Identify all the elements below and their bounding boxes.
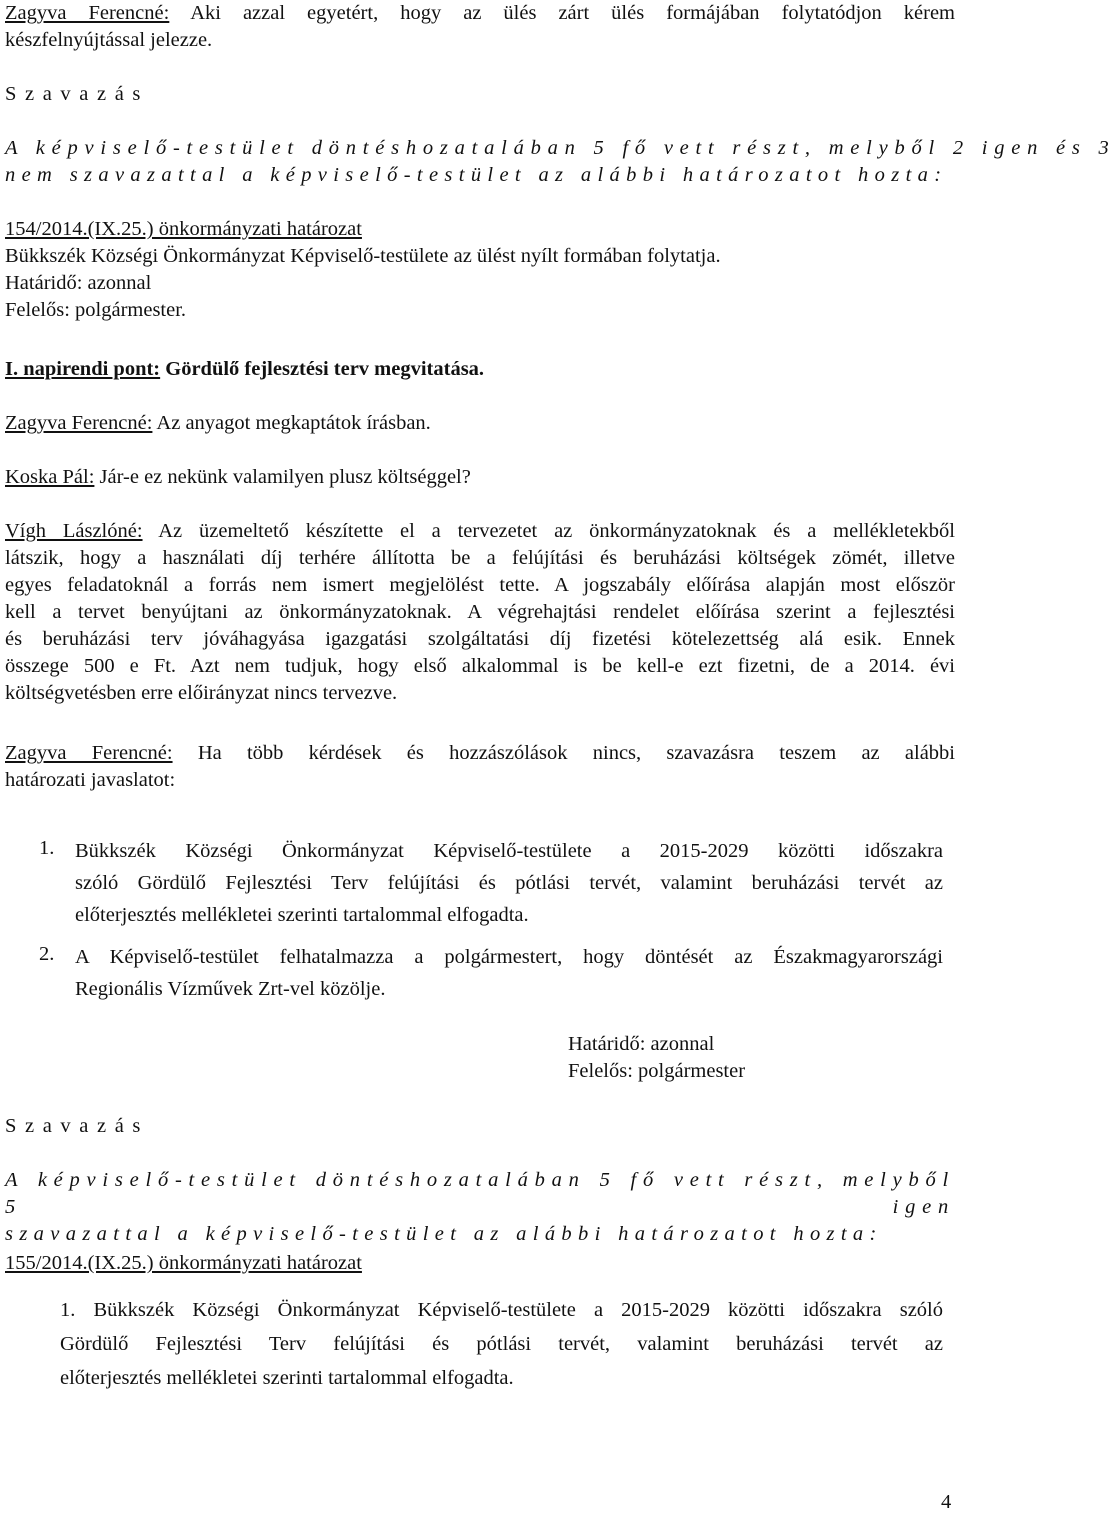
vote-heading: Szavazás xyxy=(5,83,150,105)
speaker-name: Zagyva Ferencné: xyxy=(5,412,153,434)
paragraph-question xyxy=(5,464,955,491)
paragraph-text: összege 500 e Ft. Azt nem tudjuk, hogy első alkalommal is be kell-e ezt fizetni, de a 2014. évi xyxy=(5,655,955,677)
speaker-name: Koska Pál: xyxy=(5,466,95,488)
paragraph-text: egyes feladatoknál a forrás nem ismert megjelölést tette. A jogszabály előírása alapján most először xyxy=(5,574,955,596)
agenda-item xyxy=(5,356,955,383)
list-item-text: szóló Gördülő Fejlesztési Terv felújítási és pótlási tervét, valamint beruházási tervét az xyxy=(75,872,943,894)
proposal-deadline-block xyxy=(568,1031,745,1085)
page-number: 4 xyxy=(941,1491,952,1513)
speaker-name: Zagyva Ferencné: xyxy=(5,2,170,24)
paragraph-text: látszik, hogy a használati díj terhére állította be a felújítási és beruházási költségek zömét, illetve xyxy=(5,547,955,569)
paragraph-text: Az üzemeltető készítette el a tervezetet az önkormányzatoknak és a mellékletekből xyxy=(158,520,955,542)
list-item-text: A Képviselő-testület felhatalmazza a polgármestert, hogy döntését az Északmagyarországi xyxy=(75,946,943,968)
speaker-name: Vígh Lászlóné: xyxy=(5,520,143,542)
agenda-title: Gördülő fejlesztési terv megvitatása. xyxy=(165,358,485,380)
list-item-number: 2. xyxy=(39,943,55,965)
list-item-text: előterjesztés mellékletei szerinti tartalommal elfogadta. xyxy=(75,904,529,926)
resolution-text: 1. Bükkszék Községi Önkormányzat Képviselő-testülete a 2015-2029 közötti időszakra szóló xyxy=(60,1299,943,1321)
paragraph-statement xyxy=(5,410,955,437)
paragraph-text: és beruházási terv jóváhagyása igazgatási szolgáltatási díj fizetési kötelezettség alá esik. Ennek xyxy=(5,628,955,650)
resolution-text: Gördülő Fejlesztési Terv felújítási és pótlási tervét, valamint beruházási tervét az xyxy=(60,1333,943,1355)
resolution-title: 154/2014.(IX.25.) önkormányzati határozat xyxy=(5,218,362,240)
paragraph-text: költségvetésben erre előirányzat nincs tervezve. xyxy=(5,682,398,704)
resolution-title: 155/2014.(IX.25.) önkormányzati határozat xyxy=(5,1252,362,1274)
vote-heading: Szavazás xyxy=(5,1115,150,1137)
list-item-text: Regionális Vízművek Zrt-vel közölje. xyxy=(75,978,386,1000)
paragraph-text: Az anyagot megkaptátok írásban. xyxy=(156,412,431,434)
list-item-text: Bükkszék Községi Önkormányzat Képviselő-testülete a 2015-2029 közötti időszakra xyxy=(75,840,943,862)
list-item xyxy=(75,941,943,1005)
resolution-text: előterjesztés mellékletei szerinti tartalommal elfogadta. xyxy=(60,1367,514,1389)
vote-result-line: A képviselő-testület döntéshozatalában 5 fő vett részt, melyből 2 igen és 3 xyxy=(5,137,1116,159)
vote-result-line: szavazattal a képviselő-testület az alábbi határozatot hozta: xyxy=(5,1223,883,1245)
resolution-deadline: Határidő: azonnal xyxy=(5,272,152,294)
vote-result-text xyxy=(5,135,1116,189)
proposal-responsible: Felelős: polgármester xyxy=(568,1060,746,1082)
paragraph-text: Aki azzal egyetért, hogy az ülés zárt ülés formájában folytatódjon kérem xyxy=(190,2,956,24)
resolution-154 xyxy=(5,216,955,324)
resolution-responsible: Felelős: polgármester. xyxy=(5,299,187,321)
paragraph-text: Jár-e ez nekünk valamilyen plusz költséggel? xyxy=(99,466,471,488)
list-item xyxy=(75,835,943,931)
paragraph-closed-session-proposal xyxy=(5,0,955,54)
list-item-number: 1. xyxy=(39,837,55,859)
paragraph-explanation xyxy=(5,518,955,707)
resolution-155-body xyxy=(60,1293,943,1395)
resolution-text: Bükkszék Községi Önkormányzat Képviselő-testülete az ülést nyílt formában folytatja. xyxy=(5,245,721,267)
vote-result-line: nem szavazattal a képviselő-testület az alábbi határozatot hozta: xyxy=(5,164,948,186)
proposal-deadline: Határidő: azonnal xyxy=(568,1033,715,1055)
paragraph-text: határozati javaslatot: xyxy=(5,769,176,791)
vote-result-line: A képviselő-testület döntéshozatalában 5 fő vett részt, melyből 5 igen xyxy=(5,1169,955,1218)
paragraph-vote-call xyxy=(5,740,955,794)
speaker-name: Zagyva Ferencné: xyxy=(5,742,173,764)
agenda-label: I. napirendi pont: xyxy=(5,358,161,380)
paragraph-text: Ha több kérdések és hozzászólások nincs, szavazásra teszem az alábbi xyxy=(197,742,955,764)
resolution-155 xyxy=(5,1250,955,1277)
paragraph-text: kell a tervet benyújtani az önkormányzatoknak. A végrehajtási rendelet előírása szerint a fejlesztési xyxy=(5,601,955,623)
vote-result-text xyxy=(5,1167,955,1248)
paragraph-text: készfelnyújtással jelezze. xyxy=(5,29,213,51)
